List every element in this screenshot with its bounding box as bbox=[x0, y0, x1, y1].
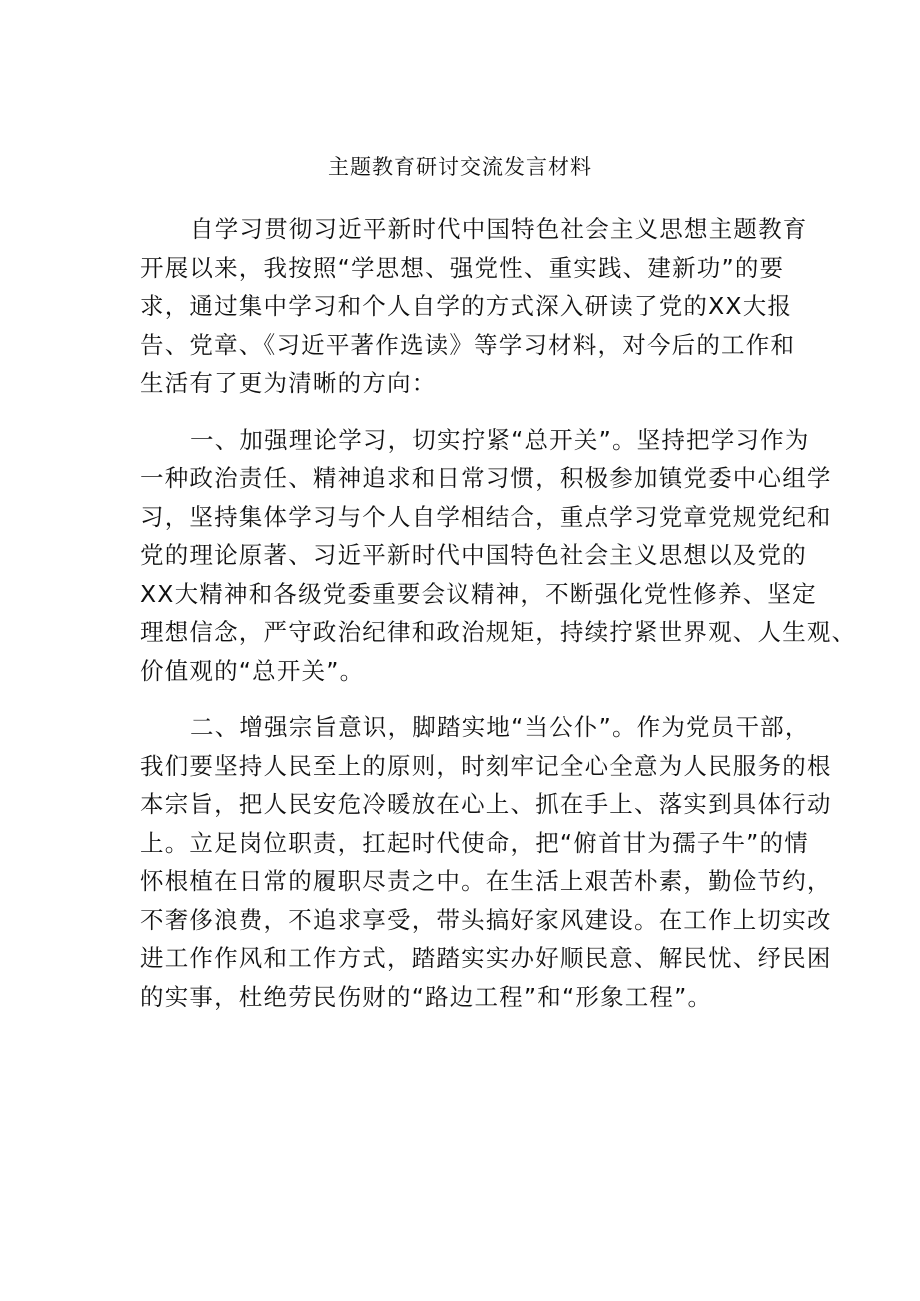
paragraph-section-two bbox=[140, 708, 832, 1016]
paragraph-line: 理想信念，严守政治纪律和政治规矩，持续拧紧世界观、人生观、 bbox=[140, 618, 857, 646]
paragraph-intro bbox=[140, 210, 808, 403]
paragraph-line: 进工作作风和工作方式，踏踏实实办好顺民意、解民忧、纾民困 bbox=[140, 944, 832, 972]
paragraph-line: 价值观的“总开关”。 bbox=[140, 656, 365, 685]
paragraph-section-one bbox=[140, 421, 857, 691]
document-body bbox=[140, 210, 857, 1016]
paragraph-line: 二、增强宗旨意识，脚踏实地“当公仆”。作为党员干部， bbox=[190, 713, 810, 741]
paragraph-line: 生活有了更为清晰的方向： bbox=[140, 369, 437, 397]
document-title: 主题教育研讨交流发言材料 bbox=[328, 155, 592, 179]
paragraph-line: 党的理论原著、习近平新时代中国特色社会主义思想以及党的 bbox=[140, 541, 807, 569]
paragraph-line: 我们要坚持人民至上的原则，时刻牢记全心全意为人民服务的根 bbox=[140, 751, 832, 780]
paragraph-line: 习，坚持集体学习与个人自学相结合，重点学习党章党规党纪和 bbox=[140, 502, 832, 531]
paragraph-line: 告、党章、《习近平著作选读》等学习材料，对今后的工作和 bbox=[140, 330, 796, 359]
paragraph-line: 求，通过集中学习和个人自学的方式深入研读了党的XX大报 bbox=[140, 292, 793, 320]
paragraph-line: 的实事，杜绝劳民伤财的“路边工程”和“形象工程”。 bbox=[140, 982, 713, 1011]
paragraph-line: 自学习贯彻习近平新时代中国特色社会主义思想主题教育 bbox=[190, 215, 808, 243]
paragraph-line: 上。立足岗位职责，扛起时代使命，把“俯首甘为孺子牛”的情 bbox=[140, 828, 809, 857]
paragraph-line: 开展以来，我按照“学思想、强党性、重实践、建新功”的要 bbox=[140, 253, 785, 282]
paragraph-line: 一种政治责任、精神追求和日常习惯，积极参加镇党委中心组学 bbox=[140, 464, 832, 492]
paragraph-line: 不奢侈浪费，不追求享受，带头搞好家风建设。在工作上切实改 bbox=[140, 905, 832, 934]
paragraph-line: XX大精神和各级党委重要会议精神，不断强化党性修养、坚定 bbox=[140, 579, 817, 608]
paragraph-line: 本宗旨，把人民安危冷暖放在心上、抓在手上、落实到具体行动 bbox=[140, 790, 832, 818]
paragraph-line: 怀根植在日常的履职尽责之中。在生活上艰苦朴素，勤俭节约， bbox=[140, 867, 832, 895]
paragraph-line: 一、加强理论学习，切实拧紧“总开关”。坚持把学习作为 bbox=[190, 425, 810, 454]
